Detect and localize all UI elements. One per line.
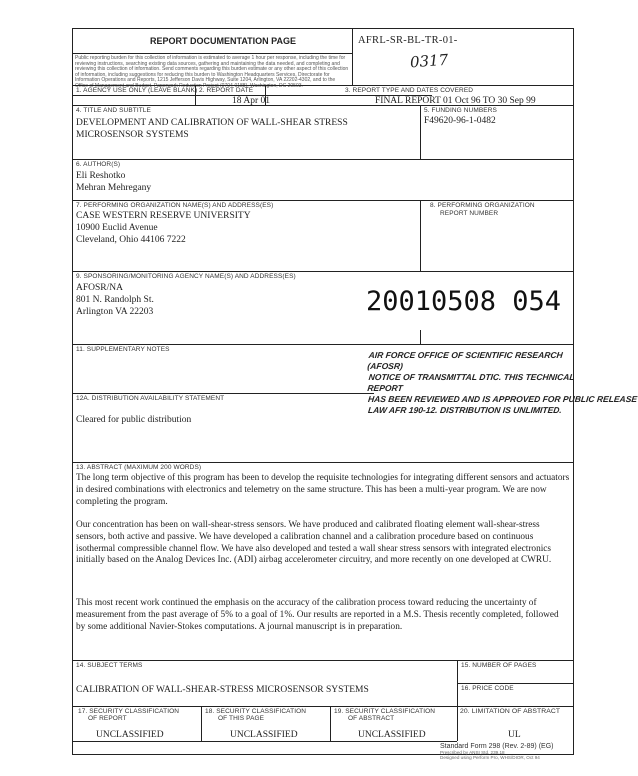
report-date-value: 18 Apr 01 (232, 96, 270, 106)
performing-org-label: 7. PERFORMING ORGANIZATION NAME(S) AND ADDRESS(ES) (76, 202, 274, 209)
distribution-code-label (424, 395, 508, 402)
author-2: Mehran Mehregany (76, 183, 152, 193)
header-vdivider (352, 28, 353, 85)
row-rule (457, 683, 574, 684)
col-rule (420, 105, 421, 159)
report-type-value: FINAL REPORT 01 Oct 96 TO 30 Sep 99 (375, 96, 536, 106)
afosr-stamp-line-2: NOTICE OF TRANSMITTAL DTIC. THIS TECHNICAL REPORT (366, 372, 576, 393)
row-rule (72, 105, 574, 106)
sec-report-label-2: OF REPORT (88, 715, 127, 722)
afosr-stamp-line-1: AIR FORCE OFFICE OF SCIENTIFIC RESEARCH (AFOSR) (366, 350, 564, 371)
sec-page-label-1: 18. SECURITY CLASSIFICATION (205, 708, 307, 715)
col-rule (420, 330, 421, 344)
row-rule (72, 344, 574, 345)
sec-abstract-label-2: OF ABSTRACT (348, 715, 395, 722)
num-pages-label: 15. NUMBER OF PAGES (461, 662, 537, 669)
performing-report-label-1: 8. PERFORMING ORGANIZATION (430, 202, 535, 209)
supplementary-label: 11. SUPPLEMENTARY NOTES (76, 346, 170, 353)
sponsoring-line-1: AFOSR/NA (76, 283, 123, 293)
sponsoring-line-2: 801 N. Randolph St. (76, 295, 154, 305)
author-1: Eli Reshotko (76, 171, 126, 181)
abstract-paragraph-3: This most recent work continued the emphasis on the accuracy of the calibration process toward reducing the uncertainty of measurement from the past average of 5% to a goal of 1%. Our results are reported in a M.S. Thesis recently completed, followed by some additional Navier-Stokes computations. A journal manuscript is in preparation. (76, 598, 559, 632)
col-rule (457, 706, 458, 741)
report-date-label: 2. REPORT DATE (199, 87, 254, 94)
performing-org-line-1: CASE WESTERN RESERVE UNIVERSITY (76, 211, 251, 221)
sponsoring-label: 9. SPONSORING/MONITORING AGENCY NAME(S) AND ADDRESS(ES) (76, 273, 296, 280)
title-line-1: DEVELOPMENT AND CALIBRATION OF WALL-SHEAR STRESS (76, 118, 348, 128)
report-code: AFRL-SR-BL-TR-01- (358, 35, 458, 46)
subject-terms-value: CALIBRATION OF WALL-SHEAR-STRESS MICROSENSOR SYSTEMS (76, 685, 369, 695)
header-divider (72, 53, 352, 54)
sec-page-value: UNCLASSIFIED (230, 730, 298, 740)
row-rule (72, 741, 457, 742)
performing-org-line-2: 10900 Euclid Avenue (76, 223, 158, 233)
designed-label: Designed using Perform Pro, WHS/DIOR, Oct 94 (440, 755, 540, 760)
performing-org-line-3: Cleveland, Ohio 44106 7222 (76, 235, 186, 245)
sec-abstract-value: UNCLASSIFIED (358, 730, 426, 740)
row-rule (72, 462, 574, 463)
row-rule (72, 271, 574, 272)
burden-notice: Public reporting burden for this collection of information is estimated to average 1 hour per response, including the time for reviewing instructions, searching existing data sources, gathering and maintaining the data needed, and completing and reviewing this collection of information. Send comments regarding this burden estimate or any other aspect of this collection of information, including suggestions for reducing this burden to Washington Headquarters Services, Directorate for Information Operations and Reports, 1215 Jefferson Davis Highway, Suite 1204, Arlington, VA 22202-4302, and to the Office of Management and Budget, Paperwork Reduction Project (0704-0188), Washington, DC 20503. (75, 55, 349, 89)
row-rule (72, 706, 574, 707)
title-label: 4. TITLE AND SUBTITLE (76, 107, 151, 114)
sec-page-label-2: OF THIS PAGE (218, 715, 265, 722)
afosr-stamp-line-3: HAS BEEN REVIEWED AND IS APPROVED FOR PUBLIC RELEASE (367, 394, 638, 404)
report-type-label: 3. REPORT TYPE AND DATES COVERED (345, 87, 474, 94)
sec-report-value: UNCLASSIFIED (96, 730, 164, 740)
agency-use-label: 1. AGENCY USE ONLY (LEAVE BLANK) (76, 87, 198, 94)
funding-value: F49620-96-1-0482 (424, 116, 496, 126)
distribution-value: Cleared for public distribution (76, 415, 192, 425)
subject-terms-label: 14. SUBJECT TERMS (76, 662, 143, 669)
col-rule (420, 200, 421, 271)
authors-label: 6. AUTHOR(S) (76, 161, 121, 168)
footer (440, 743, 580, 760)
abstract-paragraph-2: Our concentration has been on wall-shear-stress sensors. We have produced and calibrated floating element wall-shear-stress sensors, both active and passive. We have developed a calibration channel and a calibration procedure based on continuous isothermal compressible channel flow. We have also developed and tested a wall shear stress sensors with integrated electronics initially based on the Analog Devices Inc. (ADI) airbag accelerometer circuitry, and more recently on one developed at CWRU. (76, 520, 552, 566)
funding-label: 5. FUNDING NUMBERS (424, 107, 497, 114)
limitation-value: UL (508, 730, 521, 740)
row-rule (72, 200, 574, 201)
handwritten-number: 0317 (409, 50, 449, 72)
title-line-2: MICROSENSOR SYSTEMS (76, 130, 189, 140)
prescribed-label: Prescribed by ANSI Std. 239.18 (440, 750, 505, 755)
price-code-label: 16. PRICE CODE (461, 685, 514, 692)
row-rule (72, 660, 574, 661)
standard-form-label: Standard Form 298 (Rev. 2-89) (EG) (440, 743, 554, 750)
form-title: REPORT DOCUMENTATION PAGE (150, 36, 296, 46)
abstract-paragraph-1: The long term objective of this program has been to develop the requisite technologies for integrating different sensors and actuators in desired combinations with electronics and telemetry on the same structure. This has been a multi-year program. We are now completing the program. (76, 473, 570, 507)
accession-number: 20010508 054 (366, 286, 562, 317)
sec-abstract-label-1: 19. SECURITY CLASSIFICATION (334, 708, 436, 715)
distribution-label: 12A. DISTRIBUTION AVAILABILITY STATEMENT (76, 395, 225, 402)
row-rule (72, 393, 374, 394)
col-rule (201, 706, 202, 741)
col-rule (330, 706, 331, 741)
limitation-label: 20. LIMITATION OF ABSTRACT (460, 708, 561, 715)
omb-note (540, 56, 572, 62)
afosr-stamp-line-4: LAW AFR 190-12. DISTRIBUTION IS UNLIMITED. (367, 405, 563, 415)
abstract-label: 13. ABSTRACT (MAXIMUM 200 WORDS) (76, 464, 202, 471)
sponsoring-line-3: Arlington VA 22203 (76, 307, 154, 317)
sec-report-label-1: 17. SECURITY CLASSIFICATION (78, 708, 180, 715)
row-rule (72, 85, 574, 86)
performing-report-label-2: REPORT NUMBER (440, 210, 499, 217)
afosr-stamp (366, 350, 638, 416)
row-rule (72, 159, 574, 160)
